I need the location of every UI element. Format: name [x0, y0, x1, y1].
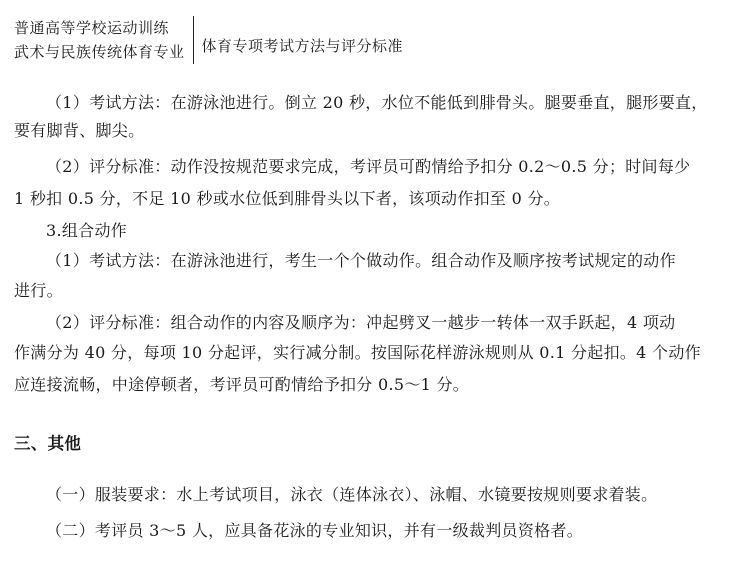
- para3-line1: （1）考试方法：在游泳池进行，考生一个个做动作。组合动作及顺序按考试规定的动作: [46, 251, 676, 270]
- para4-line3: 应连接流畅，中途停顿者，考评员可酌情给予扣分 0.5～1 分。: [14, 375, 470, 394]
- page-header: [14, 14, 403, 66]
- header-subtitle: 体育专项考试方法与评分标准: [201, 36, 404, 55]
- para1-line2: 要有脚背、脚尖。: [14, 121, 145, 140]
- para4-line2: 作满分为 40 分，每项 10 分起评，实行减分制。按国际花样游泳规则从 0.1 分起扣。4 个动作: [14, 343, 701, 362]
- other-item-2: （二）考评员 3～5 人，应具备花泳的专业知识，并有一级裁判员资格者。: [46, 521, 584, 540]
- other-item-1: （一）服装要求：水上考试项目，泳衣（连体泳衣）、泳帽、水镜要按规则要求着装。: [46, 485, 658, 504]
- para3-line2: 进行。: [14, 281, 63, 300]
- para2-line2: 1 秒扣 0.5 分，不足 10 秒或水位低到腓骨头以下者，该项动作扣至 0 分。: [14, 189, 561, 208]
- header-title-line1: 普通高等学校运动训练: [14, 19, 170, 37]
- para4-line1: （2）评分标准：组合动作的内容及顺序为：冲起劈叉一越步一转体一双手跃起，4 项动: [46, 313, 676, 332]
- para1-line1: （1）考试方法：在游泳池进行。倒立 20 秒，水位不能低到腓骨头。腿要垂直，腿形要直，: [46, 93, 708, 112]
- header-left: [14, 14, 193, 66]
- section-heading-other: 三、其他: [14, 434, 82, 453]
- section-3-title: 3.组合动作: [46, 221, 128, 240]
- para2-line1: （2）评分标准：动作没按规范要求完成，考评员可酌情给予扣分 0.2～0.5 分；时间每少: [46, 157, 691, 176]
- header-title-line2: 武术与民族传统体育专业: [14, 43, 185, 61]
